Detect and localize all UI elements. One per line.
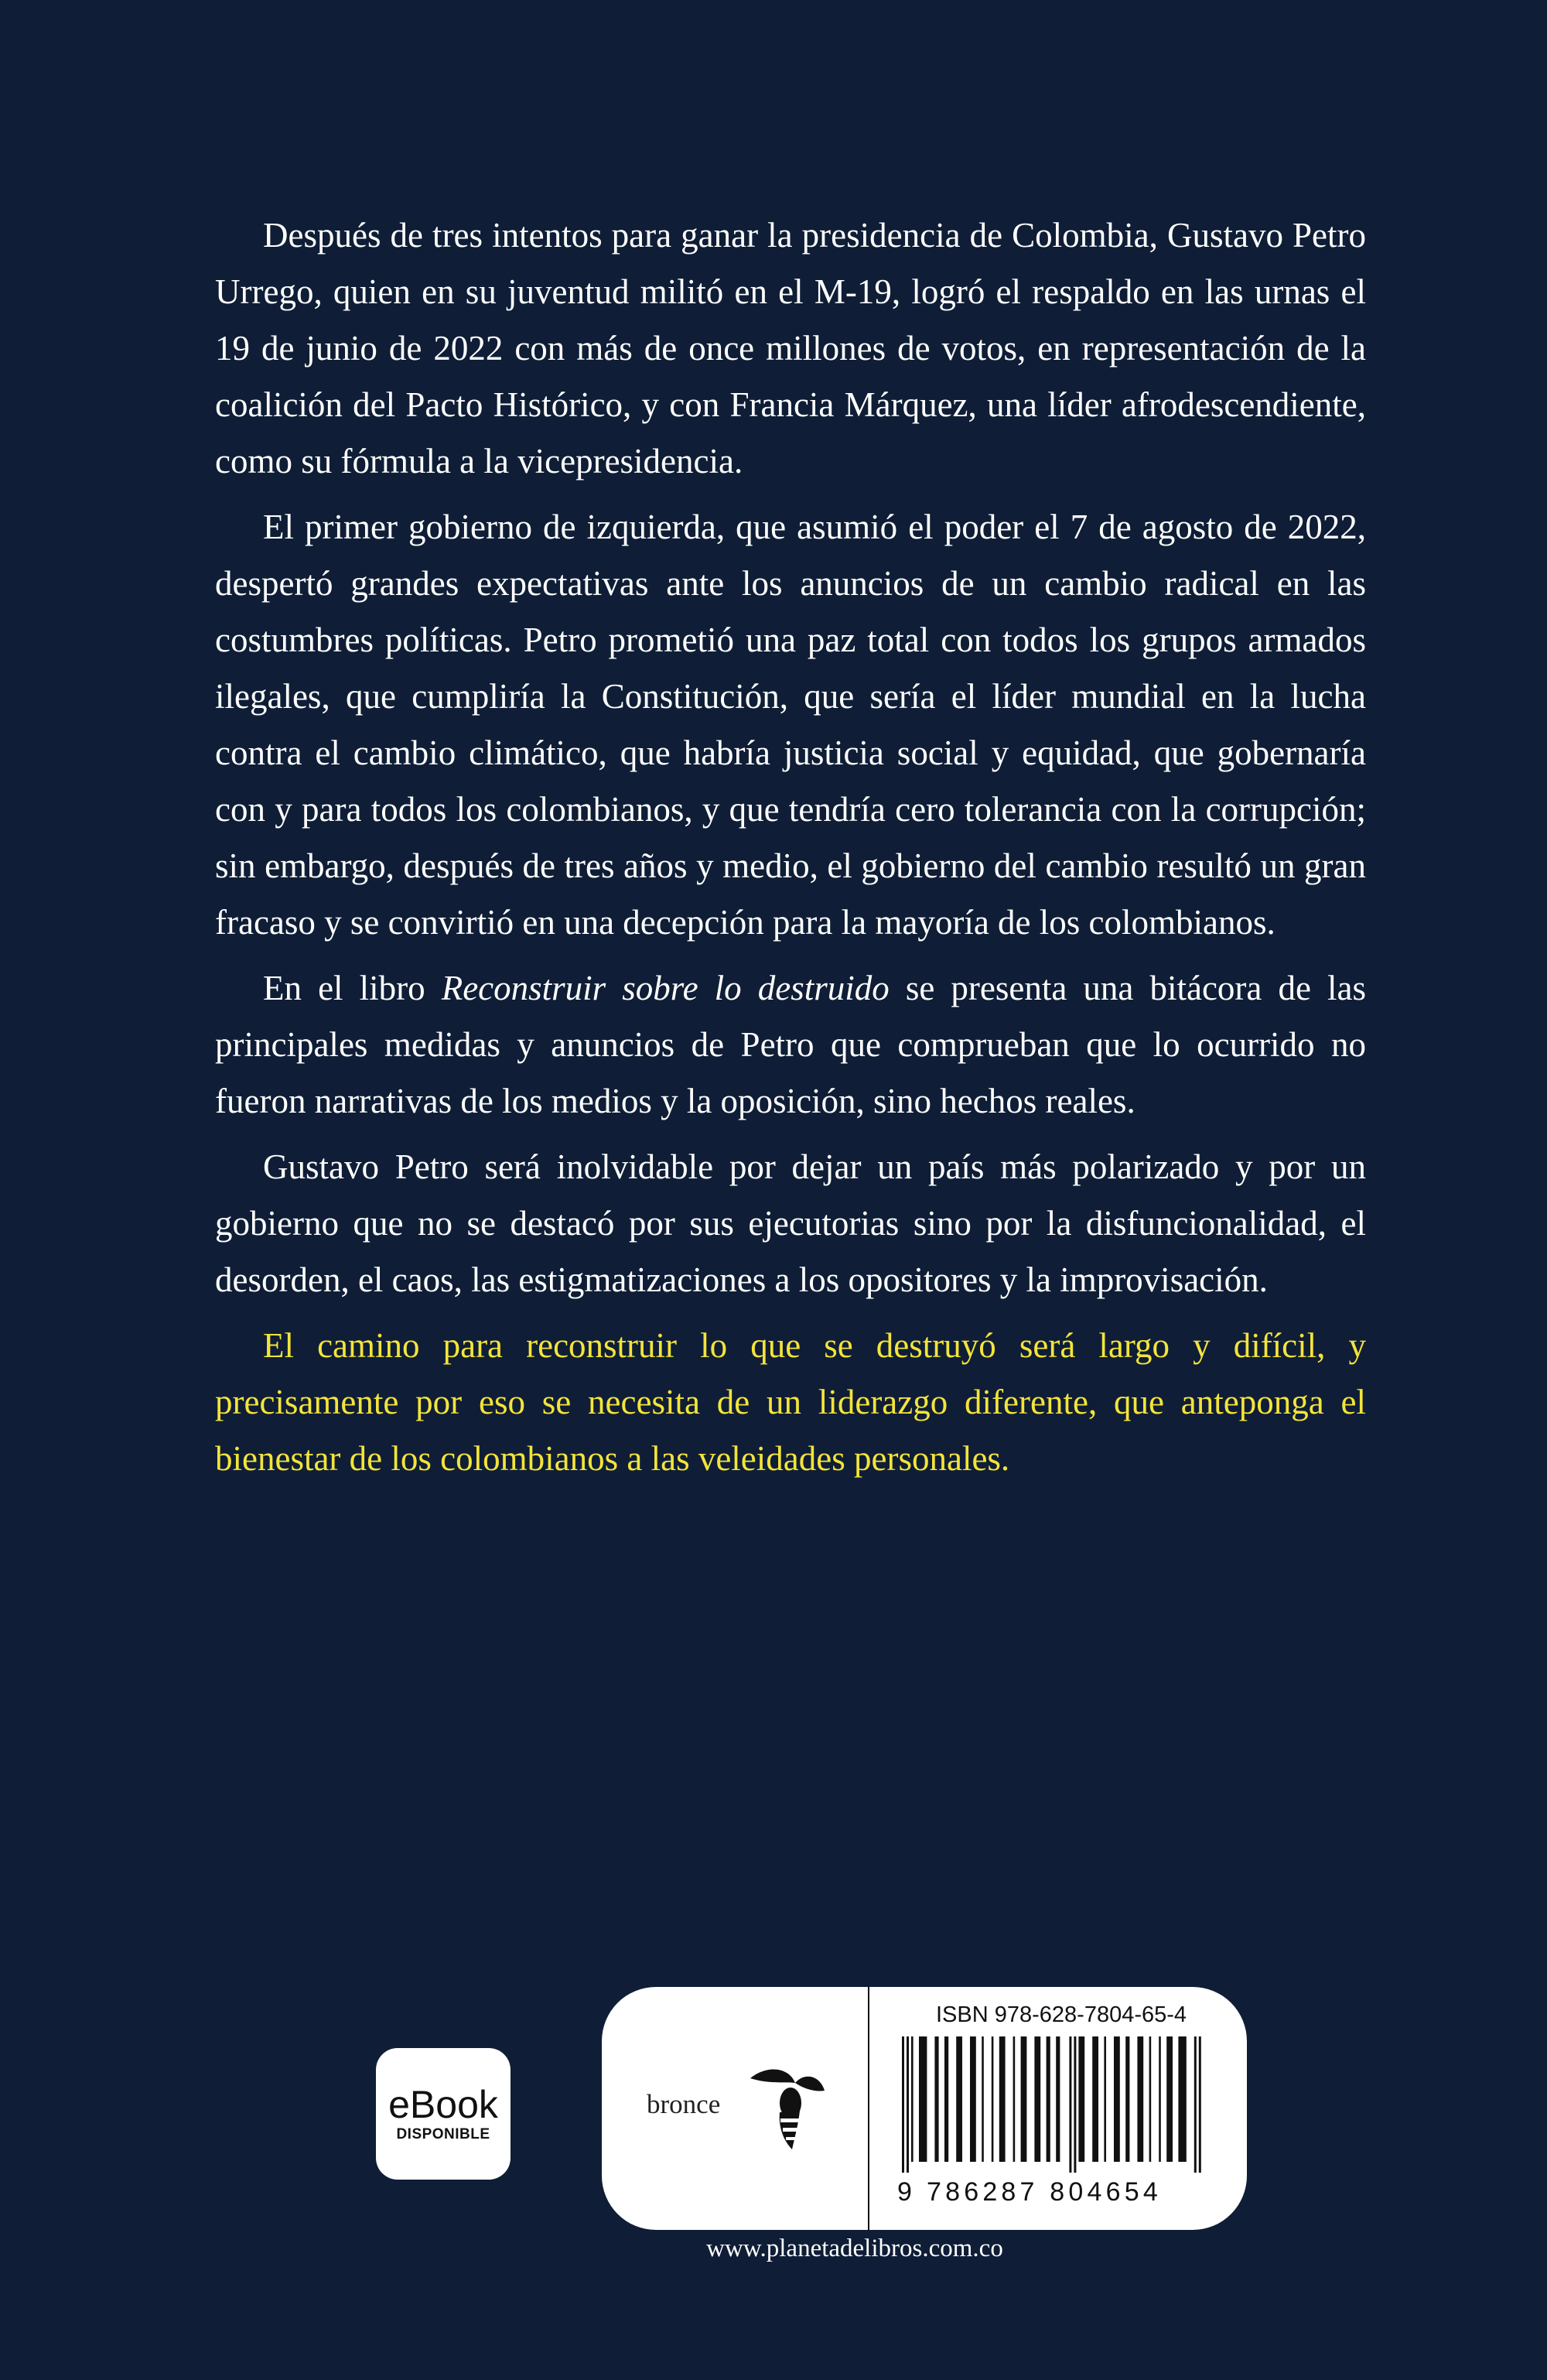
paragraph-3-lead: En el libro — [263, 969, 442, 1007]
synopsis-paragraph-1: Después de tres intentos para ganar la presidencia de Colombia, Gustavo Petro Urrego, quien en su juventud militó en el M-19, logró el respaldo en las urnas el 19 de junio de 2022 con más de once millones de votos, en representación de la coalición del Pacto Histórico, y con Francia Márquez, una líder afrodescendiente, como su fórmula a la vicepresidencia. — [215, 216, 1366, 480]
publisher-website: www.planetadelibros.com.co — [706, 2235, 1003, 2262]
ean-digits: 786287 804654 — [927, 2177, 1162, 2207]
publisher-barcode-panel — [602, 1987, 1247, 2230]
imprint-name: bronce — [647, 2089, 721, 2119]
bronce-logo-icon — [744, 2061, 829, 2153]
ebook-badge — [376, 2048, 511, 2180]
isbn-label: ISBN 978-628-7804-65-4 — [936, 2002, 1187, 2027]
panel-divider — [868, 1987, 869, 2230]
ebook-badge-subtitle: DISPONIBLE — [396, 2126, 490, 2142]
back-cover-synopsis — [215, 207, 1366, 1496]
synopsis-paragraph-4: Gustavo Petro será inolvidable por dejar un país más polarizado y por un gobierno que no se destacó por sus ejecutorias sino por la disfuncionalidad, el desorden, el caos, las estigmatizaciones a los opositores y la improvisación. — [215, 1147, 1366, 1299]
synopsis-paragraph-2: El primer gobierno de izquierda, que asumió el poder el 7 de agosto de 2022, despertó grandes expectativas ante los anuncios de un cambio radical en las costumbres políticas. Petro prometió una paz total con todos los grupos armados ilegales, que cumpliría la Constitución, que sería el líder mundial en la lucha contra el cambio climático, que habría justicia social y equidad, que gobernaría con y para todos los colombianos, y que tendría cero tolerancia con la corrupción; sin embargo, después de tres años y medio, el gobierno del cambio resultó un gran fracaso y se convirtió en una decepción para la mayoría de los colombianos. — [215, 508, 1366, 942]
isbn-barcode — [897, 2036, 1204, 2173]
synopsis-paragraph-3 — [215, 960, 1366, 1130]
paragraph-3-rest: se presenta una bitácora de las principales medidas y anuncios de Petro que comprueban que lo ocurrido no fueron narrativas de los medios y la oposición, sino hechos reales. — [215, 969, 1366, 1120]
ebook-badge-title: eBook — [388, 2083, 498, 2126]
ean-first-digit: 9 — [897, 2177, 912, 2207]
book-title: Reconstruir sobre lo destruido — [441, 969, 890, 1007]
synopsis-highlight-paragraph: El camino para reconstruir lo que se destruyó será largo y difícil, y precisamente por eso se necesita de un liderazgo diferente, que anteponga el bienestar de los colombianos a las veleidades personales. — [215, 1326, 1366, 1478]
